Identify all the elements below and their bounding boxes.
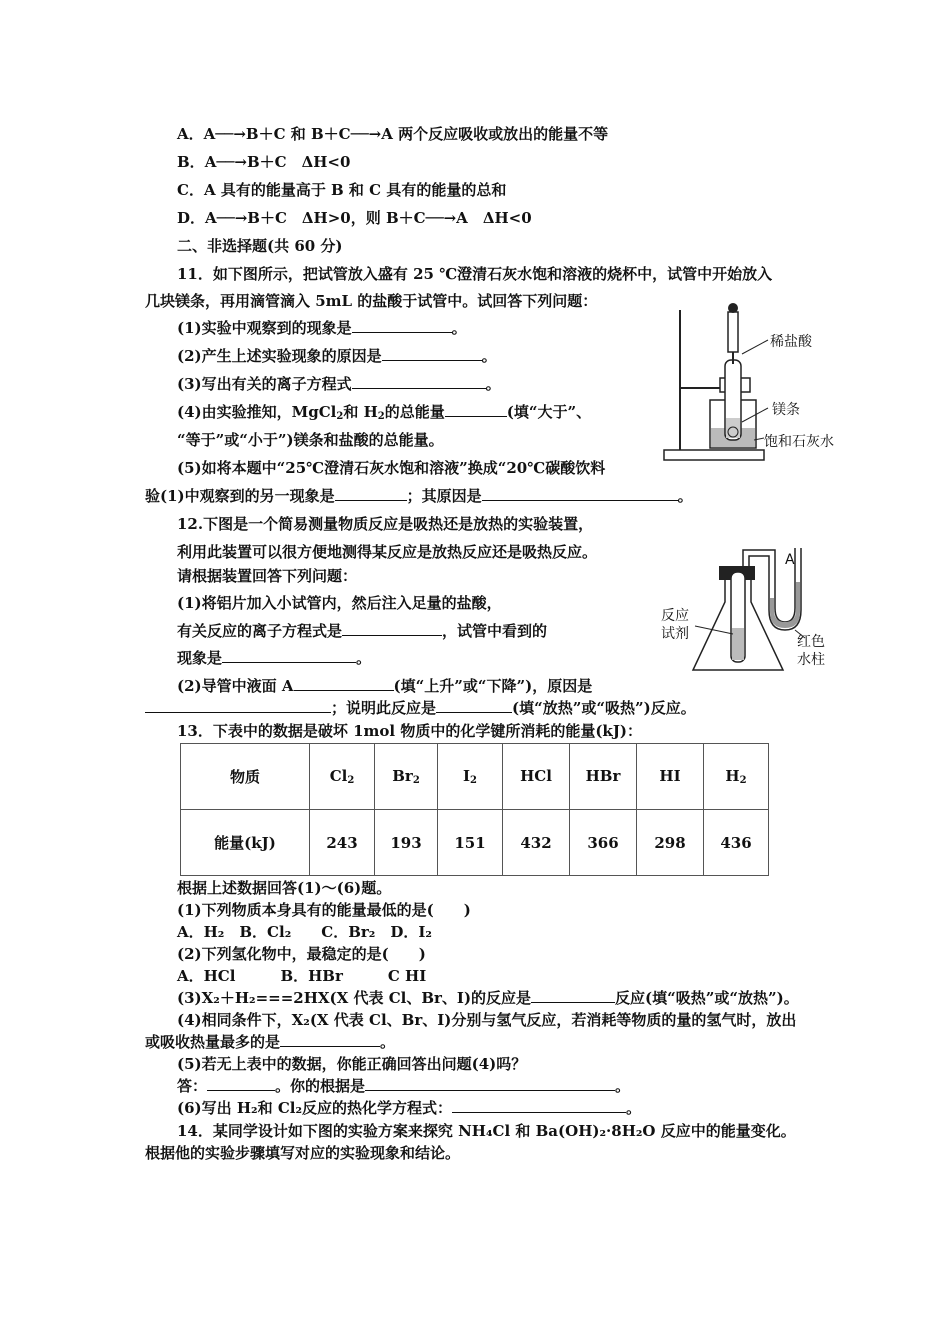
q12-apparatus-figure <box>655 538 845 678</box>
q14-line-1: 14．某同学设计如下图的实验方案来探究 NH₄Cl 和 Ba(OH)₂·8H₂O 反应中的能量变化。 <box>177 1122 796 1140</box>
label-red-water-2: 水柱 <box>797 652 825 668</box>
section-title: 二、非选择题(共 60 分) <box>177 237 343 255</box>
table-cell: HI <box>637 744 704 810</box>
q12-line-3: 请根据装置回答下列问题： <box>177 567 358 585</box>
q11-part-1: (1)实验中观察到的现象是 。 <box>177 319 467 337</box>
bond-energy-table <box>180 743 769 876</box>
table-cell: 193 <box>375 810 438 876</box>
q13-intro: 根据上述数据回答(1)～(6)题。 <box>177 879 392 897</box>
q14-line-2: 根据他的实验步骤填写对应的实验现象和结论。 <box>145 1144 461 1162</box>
label-magnesium: 镁条 <box>772 402 800 418</box>
table-cell: 298 <box>637 810 704 876</box>
q11-apparatus-figure <box>660 300 860 470</box>
table-cell: $Cl_2$ <box>310 744 375 810</box>
q13-part-5-answer: 答： 。你的根据是 。 <box>177 1077 631 1095</box>
table-cell: $I_2$ <box>438 744 503 810</box>
q13-stem: 13．下表中的数据是破坏 1mol 物质中的化学键所消耗的能量(kJ)： <box>177 722 643 740</box>
q12-line-6: 现象是 。 <box>177 649 372 667</box>
q11-part-2: (2)产生上述实验现象的原因是 。 <box>177 347 497 365</box>
table-row <box>181 744 769 810</box>
table-cell: $Br_2$ <box>375 744 438 810</box>
q11-stem-2: 几块镁条，再用滴管滴入 5mL 的盐酸于试管中。试回答下列问题： <box>145 292 598 310</box>
q10-option-a: A．A──→B＋C 和 B＋C──→A 两个反应吸收或放出的能量不等 <box>177 125 609 143</box>
q10-option-d: D．A──→B＋C ΔH>0，则 B＋C──→A ΔH<0 <box>177 209 532 227</box>
label-a: A <box>785 552 795 568</box>
q13-part-2-options: A．HCl B．HBr C HI <box>177 967 427 985</box>
q13-part-2: (2)下列氢化物中，最稳定的是( ) <box>177 945 426 963</box>
label-limewater: 饱和石灰水 <box>764 434 834 450</box>
q13-part-3: (3)X₂＋H₂===2HX(X 代表 Cl、Br、I)的反应是 反应(填“吸热”或“放热”)。 <box>177 989 799 1007</box>
table-head-energy: 能量(kJ) <box>181 810 310 876</box>
q11-part-3: (3)写出有关的离子方程式 。 <box>177 375 501 393</box>
q11-part-4b: “等于”或“小于”)镁条和盐酸的总能量。 <box>177 431 444 449</box>
q12-line-7: (2)导管中液面 A (填“上升”或“下降”)，原因是 <box>177 677 593 695</box>
table-cell: 366 <box>570 810 637 876</box>
q10-option-c: C．A 具有的能量高于 B 和 C 具有的能量的总和 <box>177 181 507 199</box>
q12-line-5: 有关反应的离子方程式是 ，试管中看到的 <box>177 622 548 640</box>
q11-stem-1: 11．如下图所示，把试管放入盛有 25 ℃澄清石灰水饱和溶液的烧杯中，试管中开始放入 <box>177 265 773 283</box>
q11-part-4a: (4)由实验推知，MgCl$_2$和 $H_2$的总能量 (填“大于”、 <box>177 403 592 422</box>
q13-part-6: (6)写出 H₂和 Cl₂反应的热化学方程式： 。 <box>177 1099 642 1117</box>
table-cell: HCl <box>503 744 570 810</box>
q12-line-1: 12.下图是一个简易测量物质反应是吸热还是放热的实验装置， <box>177 515 594 533</box>
table-head-substance: 物质 <box>181 744 310 810</box>
q12-line-4: (1)将铝片加入小试管内，然后注入足量的盐酸， <box>177 594 502 612</box>
label-reagent-2: 试剂 <box>661 626 689 642</box>
label-dilute-hcl: 稀盐酸 <box>770 334 812 350</box>
q13-part-4b: 或吸收热量最多的是 。 <box>145 1033 396 1051</box>
table-cell: HBr <box>570 744 637 810</box>
label-reagent-1: 反应 <box>661 608 689 624</box>
q12-line-2: 利用此装置可以很方便地测得某反应是放热反应还是吸热反应。 <box>177 543 598 561</box>
q11-part-5a: (5)如将本题中“25℃澄清石灰水饱和溶液”换成“20℃碳酸饮料 <box>177 459 606 477</box>
q11-part-5b: 验(1)中观察到的另一现象是 ；其原因是 。 <box>145 487 693 505</box>
q13-part-1-options: A．H₂ B．Cl₂ C．Br₂ D．I₂ <box>177 923 432 941</box>
q13-part-4a: (4)相同条件下，X₂(X 代表 Cl、Br、I)分别与氢气反应，若消耗等物质的量的氢气时，放出 <box>177 1011 797 1029</box>
table-cell: 436 <box>704 810 769 876</box>
q10-option-b: B．A──→B＋C ΔH<0 <box>177 153 351 171</box>
table-cell: 243 <box>310 810 375 876</box>
table-row <box>181 810 769 876</box>
q13-part-5: (5)若无上表中的数据，你能正确回答出问题(4)吗？ <box>177 1055 527 1073</box>
label-red-water-1: 红色 <box>797 634 825 650</box>
table-cell: $H_2$ <box>704 744 769 810</box>
table-cell: 151 <box>438 810 503 876</box>
table-cell: 432 <box>503 810 570 876</box>
q13-part-1: (1)下列物质本身具有的能量最低的是( ) <box>177 901 471 919</box>
q12-line-8: ；说明此反应是 (填“放热”或“吸热”)反应。 <box>145 698 696 718</box>
